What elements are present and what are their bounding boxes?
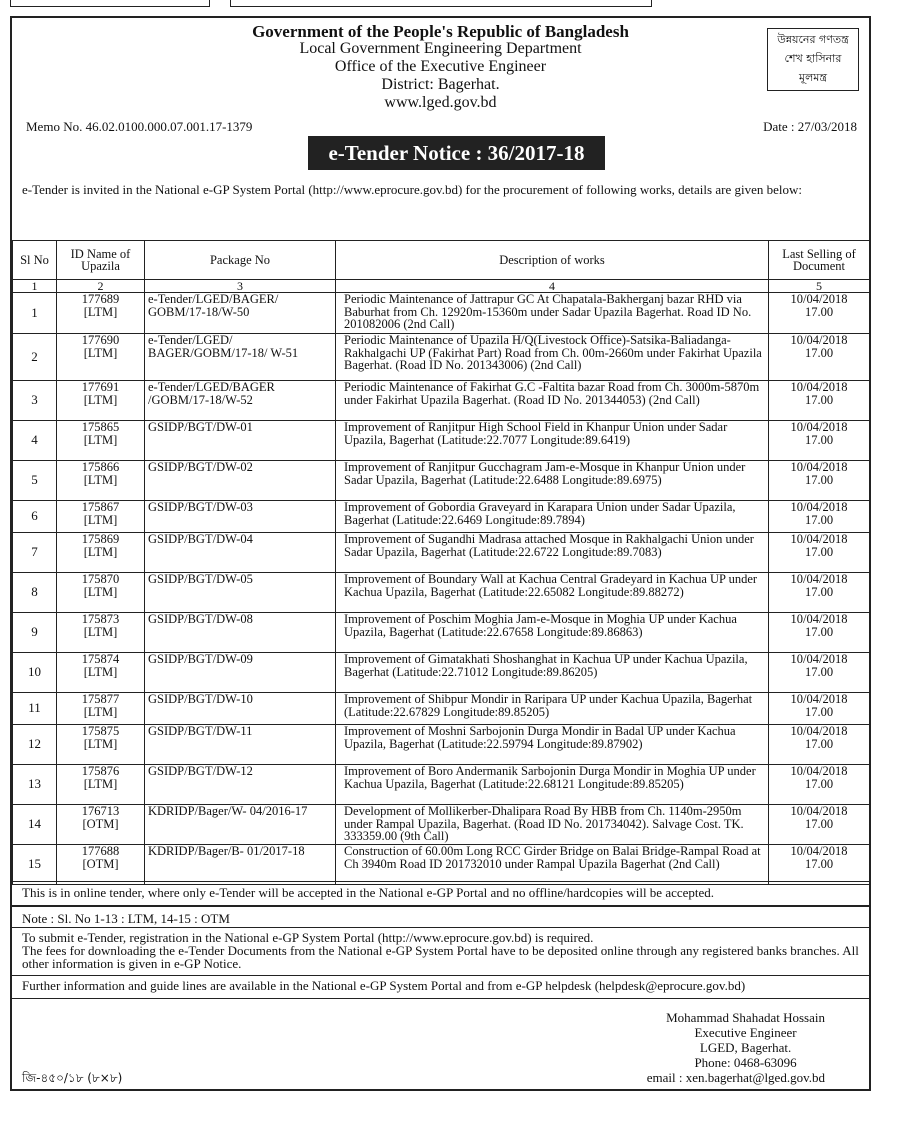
online-note: This is in online tender, where only e-Tender will be accepted in the National e-GP Portal and no offline/hardcopies will be accepted.: [12, 881, 869, 905]
cell-package: e-Tender/LGED/BAGER /GOBM/17-18/W-52: [145, 381, 336, 421]
cell-package: GSIDP/BGT/DW-04: [145, 533, 336, 573]
selling-time: 17.00: [804, 304, 834, 319]
cell-id: [57, 461, 145, 501]
selling-time: 17.00: [804, 856, 834, 871]
signatory-email: email : xen.bagerhat@lged.gov.bd: [646, 1070, 825, 1085]
tender-id: 177691: [81, 380, 120, 394]
upazila-code: [LTM]: [83, 664, 118, 679]
cell-sl: 14: [13, 805, 57, 845]
col-number: 5: [769, 280, 870, 293]
gov-title: Government of the People's Republic of Bangladesh: [252, 22, 629, 41]
cell-id: [57, 533, 145, 573]
header-package: Package No: [145, 241, 336, 280]
selling-time: 17.00: [804, 664, 834, 679]
slogan-line: উন্নয়নের গণতন্ত্র: [777, 33, 849, 46]
edge-box: [230, 0, 652, 7]
cell-sl: 7: [13, 533, 57, 573]
col-number: 2: [57, 280, 145, 293]
cell-last-selling: [769, 765, 870, 805]
cell-package: GSIDP/BGT/DW-02: [145, 461, 336, 501]
cell-sl: 9: [13, 613, 57, 653]
tender-id: 175865: [81, 420, 120, 434]
selling-time: 17.00: [804, 472, 834, 487]
upazila-code: [LTM]: [83, 584, 118, 599]
cell-package: GSIDP/BGT/DW-01: [145, 421, 336, 461]
upazila-code: [OTM]: [82, 816, 119, 831]
cell-description: Improvement of Boro Andermanik Sarbojonin Durga Mondir in Moghia UP under Kachua Upazila, Bagerhat (Latitude:22.68121 Longitude:89.85205): [336, 765, 769, 805]
tender-id: 175873: [81, 612, 120, 626]
table-row: [13, 765, 870, 805]
cell-package: GSIDP/BGT/DW-11: [145, 725, 336, 765]
cell-id: [57, 653, 145, 693]
slogan-line: শেখ হাসিনার: [784, 52, 842, 65]
cell-description: Improvement of Boundary Wall at Kachua Central Gradeyard in Kachua UP under Kachua Upazila, Bagerhat (Latitude:22.65082 Longitude:89.88272): [336, 573, 769, 613]
cell-last-selling: [769, 693, 870, 725]
cell-sl: 1: [13, 293, 57, 334]
selling-time: 17.00: [804, 432, 834, 447]
table-row: [13, 381, 870, 421]
signature-block: [666, 1010, 825, 1070]
selling-time: 17.00: [804, 392, 834, 407]
upazila-code: [LTM]: [83, 624, 118, 639]
cell-id: [57, 805, 145, 845]
notice-frame: [10, 16, 871, 1091]
cell-sl: 8: [13, 573, 57, 613]
cell-description: Periodic Maintenance of Upazila H/Q(Livestock Office)-Satsika-Baliadanga-Rakhalgachi UP (Fakirhat Part) Road from Ch. 00m-2660m under Fakirhat Upazila Bagerhat. (Road ID No. 201343006) (2nd Call): [336, 334, 769, 381]
tender-id: 175870: [81, 572, 120, 586]
cell-package: GSIDP/BGT/DW-09: [145, 653, 336, 693]
selling-date: 10/04/2018: [790, 292, 848, 306]
selling-time: 17.00: [804, 816, 834, 831]
memo-number: Memo No. 46.02.0100.000.07.001.17-1379: [26, 119, 253, 134]
cell-package: e-Tender/LGED/BAGER/ GOBM/17-18/W-50: [145, 293, 336, 334]
cell-last-selling: [769, 613, 870, 653]
cell-last-selling: [769, 293, 870, 334]
slogan-box: [767, 28, 859, 91]
cell-id: [57, 573, 145, 613]
cell-description: Construction of 60.00m Long RCC Girder Bridge on Balai Bridge-Rampal Road at Ch 3940m Road ID 201732010 under Rampal Upazila Bagerhat (2nd Call): [336, 845, 769, 885]
top-edge-boxes: [0, 0, 897, 12]
district: District: Bagerhat.: [381, 76, 500, 93]
tender-rows: [13, 293, 870, 885]
tender-table: [12, 240, 870, 885]
website: www.lged.gov.bd: [384, 94, 497, 111]
cell-id: [57, 725, 145, 765]
cell-package: GSIDP/BGT/DW-08: [145, 613, 336, 653]
col-number: 4: [336, 280, 769, 293]
cell-sl: 4: [13, 421, 57, 461]
cell-last-selling: [769, 725, 870, 765]
cell-description: Development of Mollikerber-Dhalipara Road By HBB from Ch. 1140m-2950m under Rampal Upazila, Bagerhat. (Road ID No. 201734042). Salvage Cost. TK. 333359.00 (9th Call): [336, 805, 769, 845]
selling-time: 17.00: [804, 704, 834, 719]
office-name: Office of the Executive Engineer: [334, 58, 547, 75]
cell-last-selling: [769, 461, 870, 501]
upazila-code: [LTM]: [83, 345, 118, 360]
selling-time: 17.00: [804, 624, 834, 639]
selling-date: 10/04/2018: [790, 652, 848, 666]
upazila-code: [LTM]: [83, 736, 118, 751]
col-number: 3: [145, 280, 336, 293]
cell-sl: 3: [13, 381, 57, 421]
cell-id: [57, 693, 145, 725]
cell-description: Improvement of Gobordia Graveyard in Karapara Union under Sadar Upazila, Bagerhat (Latitude:22.6469 Longitude:89.7894): [336, 501, 769, 533]
tender-id: 175867: [81, 500, 120, 514]
signatory-phone: Phone: 0468-63096: [694, 1055, 797, 1070]
cell-id: [57, 421, 145, 461]
cell-description: Improvement of Ranjitpur High School Field in Khanpur Union under Sadar Upazila, Bagerhat (Latitude:22.7077 Longitude:89.6419): [336, 421, 769, 461]
cell-last-selling: [769, 805, 870, 845]
header-last-selling: Last Selling of Document: [769, 241, 870, 280]
tender-id: 175869: [81, 532, 120, 546]
cell-sl: 15: [13, 845, 57, 885]
selling-date: 10/04/2018: [790, 460, 848, 474]
cell-package: GSIDP/BGT/DW-12: [145, 765, 336, 805]
selling-time: 17.00: [804, 736, 834, 751]
cell-id: [57, 334, 145, 381]
cell-description: Improvement of Moshni Sarbojonin Durga Mondir in Badal UP under Kachua Upazila, Bagerhat (Latitude:22.59794 Longitude:89.87902): [336, 725, 769, 765]
table-row: [13, 334, 870, 381]
selling-date: 10/04/2018: [790, 844, 848, 858]
upazila-code: [LTM]: [83, 392, 118, 407]
table-row: [13, 613, 870, 653]
selling-date: 10/04/2018: [790, 764, 848, 778]
selling-time: 17.00: [804, 544, 834, 559]
slogan-line: মূলমন্ত্র: [798, 71, 828, 84]
cell-id: [57, 613, 145, 653]
tender-id: 176713: [81, 804, 120, 818]
selling-date: 10/04/2018: [790, 572, 848, 586]
tender-id: 175877: [81, 692, 120, 706]
cell-description: Improvement of Ranjitpur Gucchagram Jam-e-Mosque in Khanpur Union under Sadar Upazila, Bagerhat (Latitude:22.6488 Longitude:89.6975): [336, 461, 769, 501]
dept-name: Local Government Engineering Department: [299, 40, 582, 57]
further-info: Further information and guide lines are available in the National e-GP System Portal and from e-GP helpdesk (helpdesk@eprocure.gov.bd): [12, 975, 869, 999]
tender-id: 177688: [81, 844, 120, 858]
cell-last-selling: [769, 533, 870, 573]
cell-id: [57, 501, 145, 533]
tender-id: 177690: [81, 333, 120, 347]
table-row: [13, 845, 870, 885]
cell-id: [57, 845, 145, 885]
selling-time: 17.00: [804, 776, 834, 791]
notice-title: e-Tender Notice : 36/2017-18: [308, 136, 605, 170]
cell-last-selling: [769, 501, 870, 533]
table-row: [13, 501, 870, 533]
signatory-designation: Executive Engineer: [694, 1025, 797, 1040]
selling-time: 17.00: [804, 512, 834, 527]
tender-id: 175876: [81, 764, 120, 778]
upazila-code: [LTM]: [83, 776, 118, 791]
cell-package: KDRIDP/Bager/B- 01/2017-18: [145, 845, 336, 885]
upazila-code: [LTM]: [83, 432, 118, 447]
header-sl: Sl No: [13, 241, 57, 280]
cell-sl: 10: [13, 653, 57, 693]
cell-description: Improvement of Poschim Moghia Jam-e-Mosque in Moghia UP under Kachua Upazila, Bagerhat (Latitude:22.67658 Longitude:89.86863): [336, 613, 769, 653]
upazila-code: [LTM]: [83, 304, 118, 319]
header-id: ID Name of Upazila: [57, 241, 145, 280]
selling-date: 10/04/2018: [790, 692, 848, 706]
signatory-name: Mohammad Shahadat Hossain: [666, 1010, 825, 1025]
selling-date: 10/04/2018: [790, 500, 848, 514]
tender-id: 175874: [81, 652, 120, 666]
cell-package: GSIDP/BGT/DW-10: [145, 693, 336, 725]
cell-description: Periodic Maintenance of Fakirhat G.C -Faltita bazar Road from Ch. 3000m-5870m under Fakirhat Upazila Bagerhat. (Road ID No. 201344053) (2nd Call): [336, 381, 769, 421]
selling-date: 10/04/2018: [790, 612, 848, 626]
cell-package: e-Tender/LGED/ BAGER/GOBM/17-18/ W-51: [145, 334, 336, 381]
selling-time: 17.00: [804, 345, 834, 360]
table-row: [13, 461, 870, 501]
cell-last-selling: [769, 421, 870, 461]
selling-date: 10/04/2018: [790, 804, 848, 818]
selling-date: 10/04/2018: [790, 420, 848, 434]
cell-sl: 13: [13, 765, 57, 805]
cell-sl: 5: [13, 461, 57, 501]
selling-date: 10/04/2018: [790, 380, 848, 394]
signatory-office: LGED, Bagerhat.: [699, 1040, 792, 1055]
sl-note: Note : Sl. No 1-13 : LTM, 14-15 : OTM: [12, 905, 869, 927]
upazila-code: [LTM]: [83, 704, 118, 719]
print-code: জি-৪৫০/১৮ (৮×৮): [22, 1071, 123, 1085]
selling-date: 10/04/2018: [790, 333, 848, 347]
table-row: [13, 725, 870, 765]
table-row: [13, 805, 870, 845]
cell-sl: 12: [13, 725, 57, 765]
table-row: [13, 533, 870, 573]
cell-description: Improvement of Gimatakhati Shoshanghat in Kachua UP under Kachua Upazila, Bagerhat (Latitude:22.71012 Longitude:89.86205): [336, 653, 769, 693]
upazila-code: [LTM]: [83, 472, 118, 487]
selling-date: 10/04/2018: [790, 724, 848, 738]
cell-last-selling: [769, 653, 870, 693]
selling-date: 10/04/2018: [790, 532, 848, 546]
cell-package: GSIDP/BGT/DW-05: [145, 573, 336, 613]
table-row: [13, 421, 870, 461]
cell-package: KDRIDP/Bager/W- 04/2016-17: [145, 805, 336, 845]
submit-text: To submit e-Tender, registration in the National e-GP System Portal (http://www.eprocure.gov.bd) is required.: [22, 930, 594, 945]
cell-id: [57, 293, 145, 334]
cell-last-selling: [769, 381, 870, 421]
cell-sl: 6: [13, 501, 57, 533]
intro-text: e-Tender is invited in the National e-GP System Portal (http://www.eprocure.gov.bd) for the procurement of following works, details are given below:: [22, 182, 802, 197]
cell-description: Improvement of Sugandhi Madrasa attached Mosque in Rakhalgachi Union under Sadar Upazila, Bagerhat (Latitude:22.6722 Longitude:89.7083): [336, 533, 769, 573]
notice-date: Date : 27/03/2018: [763, 119, 857, 134]
table-row: [13, 693, 870, 725]
tender-id: 175866: [81, 460, 120, 474]
cell-last-selling: [769, 334, 870, 381]
header-description: Description of works: [336, 241, 769, 280]
tender-id: 177689: [81, 292, 120, 306]
cell-sl: 11: [13, 693, 57, 725]
cell-last-selling: [769, 573, 870, 613]
tender-table-wrap: [12, 240, 869, 885]
col-number: 1: [13, 280, 57, 293]
edge-box: [10, 0, 210, 7]
table-row: [13, 293, 870, 334]
submission-note: [12, 927, 869, 975]
cell-last-selling: [769, 845, 870, 885]
cell-sl: 2: [13, 334, 57, 381]
selling-time: 17.00: [804, 584, 834, 599]
cell-package: GSIDP/BGT/DW-03: [145, 501, 336, 533]
cell-description: Periodic Maintenance of Jattrapur GC At Chapatala-Bakherganj bazar RHD via Baburhat from Ch. 12920m-15360m under Sadar Upazila Bagerhat. Road ID No. 201082006 (2nd Call): [336, 293, 769, 334]
tender-id: 175875: [81, 724, 120, 738]
upazila-code: [LTM]: [83, 512, 118, 527]
cell-id: [57, 381, 145, 421]
table-row: [13, 573, 870, 613]
cell-description: Improvement of Shibpur Mondir in Raripara UP under Kachua Upazila, Bagerhat (Latitude:22.67829 Longitude:89.85205): [336, 693, 769, 725]
cell-id: [57, 765, 145, 805]
upazila-code: [OTM]: [82, 856, 119, 871]
upazila-code: [LTM]: [83, 544, 118, 559]
table-row: [13, 653, 870, 693]
fees-text: The fees for downloading the e-Tender Documents from the National e-GP System Portal have to be deposited online through any registered banks branches. All other information is given in e-GP Notice.: [22, 943, 859, 971]
